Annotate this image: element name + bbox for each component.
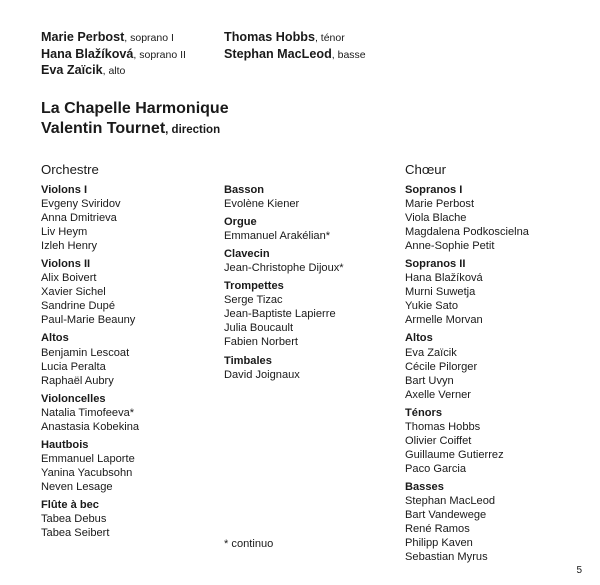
member-name: Anna Dmitrieva [41, 212, 117, 225]
member-name: Evgeny Sviridov [41, 198, 121, 211]
section [224, 354, 344, 382]
section [224, 279, 344, 349]
member-name: Serge Tizac [224, 294, 283, 307]
member-name: Jean-Christophe Dijoux* [224, 262, 344, 275]
member-name: Murni Suwetja [405, 286, 476, 299]
section [405, 331, 529, 401]
section [224, 215, 344, 243]
member-name: Armelle Morvan [405, 314, 483, 327]
member-name: Marie Perbost [405, 198, 475, 211]
soloist-name: Stephan MacLeod [224, 46, 332, 61]
section-title: Orgue [224, 216, 257, 229]
section-title: Trompettes [224, 280, 284, 293]
soloist-role: , alto [102, 65, 126, 77]
ensemble-name: La Chapelle Harmonique [41, 100, 229, 117]
member-name: Paul-Marie Beauny [41, 314, 136, 327]
orchestra-column-2 [224, 162, 344, 386]
director-role: , direction [165, 124, 221, 136]
section-title: Basses [405, 480, 444, 493]
member-name: Raphaël Aubry [41, 374, 114, 387]
section-title: Timbales [224, 354, 272, 367]
soloist-role: , soprano II [133, 48, 186, 61]
director-line [41, 119, 229, 140]
member-name: Sebastian Myrus [405, 551, 488, 564]
member-name: Philipp Kaven [405, 537, 473, 550]
section [41, 331, 139, 387]
choir-title: Chœur [405, 162, 447, 177]
member-name: Sandrine Dupé [41, 300, 116, 313]
soloist-line [41, 47, 186, 64]
member-name: Fabien Norbert [224, 336, 298, 349]
member-name: Cécile Pilorger [405, 360, 478, 373]
member-name: Yanina Yacubsohn [41, 466, 133, 479]
soloist-name: Marie Perbost [41, 30, 125, 44]
member-name: Alix Boivert [41, 272, 97, 285]
section-title: Violons II [41, 258, 91, 271]
member-name: Yukie Sato [405, 300, 459, 313]
section-title: Basson [224, 184, 265, 196]
ensemble-block [41, 99, 229, 140]
member-name: Hana Blažíková [405, 272, 483, 285]
soloist-role: , ténor [314, 32, 345, 44]
section-title: Violoncelles [41, 392, 106, 405]
choir-column [405, 162, 529, 568]
member-name: Emmanuel Laporte [41, 452, 135, 465]
section-title: Violons I [41, 184, 88, 196]
section [405, 480, 529, 564]
member-name: Liv Heym [41, 226, 88, 239]
soloist-role: , basse [331, 48, 366, 61]
member-name: Izleh Henry [41, 240, 98, 253]
soloists-right [224, 30, 366, 63]
member-name: Olivier Coiffet [405, 434, 472, 447]
orchestra-column-1 [41, 162, 139, 544]
page-number: 5 [576, 565, 582, 576]
orchestra-title: Orchestre [41, 162, 99, 177]
director-name: Valentin Tournet [41, 120, 166, 137]
section [41, 257, 139, 327]
section [224, 247, 344, 275]
soloist-name: Thomas Hobbs [224, 30, 315, 44]
member-name: Axelle Verner [405, 388, 471, 401]
section [41, 183, 139, 253]
section [405, 406, 529, 476]
section [41, 498, 139, 540]
member-name: Lucia Peralta [41, 360, 106, 373]
section [41, 438, 139, 494]
member-name: Julia Boucault [224, 322, 294, 335]
member-name: Anne-Sophie Petit [405, 240, 495, 253]
soloist-line [224, 30, 366, 47]
continuo-footnote: * continuo [224, 538, 274, 550]
member-name: Tabea Seibert [41, 527, 110, 540]
section-title: Altos [405, 332, 433, 345]
member-name: Eva Zaïcik [405, 346, 457, 359]
section-title: Flûte à bec [41, 498, 99, 511]
section-title: Ténors [405, 406, 442, 419]
soloist-name: Eva Zaïcik [41, 63, 103, 77]
member-name: Evolène Kiener [224, 198, 300, 211]
soloist-line [224, 47, 366, 64]
section [405, 257, 529, 327]
member-name: David Joignaux [224, 368, 300, 381]
section-title: Altos [41, 332, 69, 345]
member-name: Bart Uvyn [405, 374, 454, 387]
member-name: Xavier Sichel [41, 286, 106, 299]
section-title: Hautbois [41, 438, 89, 451]
soloist-name: Hana Blažíková [41, 46, 134, 61]
member-name: Anastasia Kobekina [41, 420, 140, 433]
member-name: Bart Vandewege [405, 509, 487, 522]
soloist-line [41, 30, 186, 47]
section-title: Clavecin [224, 248, 270, 261]
member-name: Natalia Timofeeva* [41, 406, 135, 419]
section [405, 183, 529, 253]
member-name: Thomas Hobbs [405, 420, 481, 433]
member-name: Viola Blache [405, 212, 467, 225]
member-name: René Ramos [405, 523, 470, 536]
section-title: Sopranos I [405, 184, 463, 196]
section [41, 392, 139, 434]
soloist-role: , soprano I [124, 32, 174, 44]
member-name: Magdalena Podkoscielna [405, 226, 529, 239]
member-name: Benjamin Lescoat [41, 346, 130, 359]
member-name: Paco Garcia [405, 462, 467, 475]
member-name: Jean-Baptiste Lapierre [224, 308, 336, 321]
member-name: Guillaume Gutierrez [405, 448, 504, 461]
section-title: Sopranos II [405, 258, 466, 271]
member-name: Stephan MacLeod [405, 494, 496, 507]
section [224, 183, 344, 211]
member-name: Emmanuel Arakélian* [224, 230, 331, 243]
member-name: Neven Lesage [41, 480, 113, 493]
soloists-left [41, 30, 186, 80]
member-name: Tabea Debus [41, 513, 107, 526]
soloist-line [41, 63, 186, 80]
